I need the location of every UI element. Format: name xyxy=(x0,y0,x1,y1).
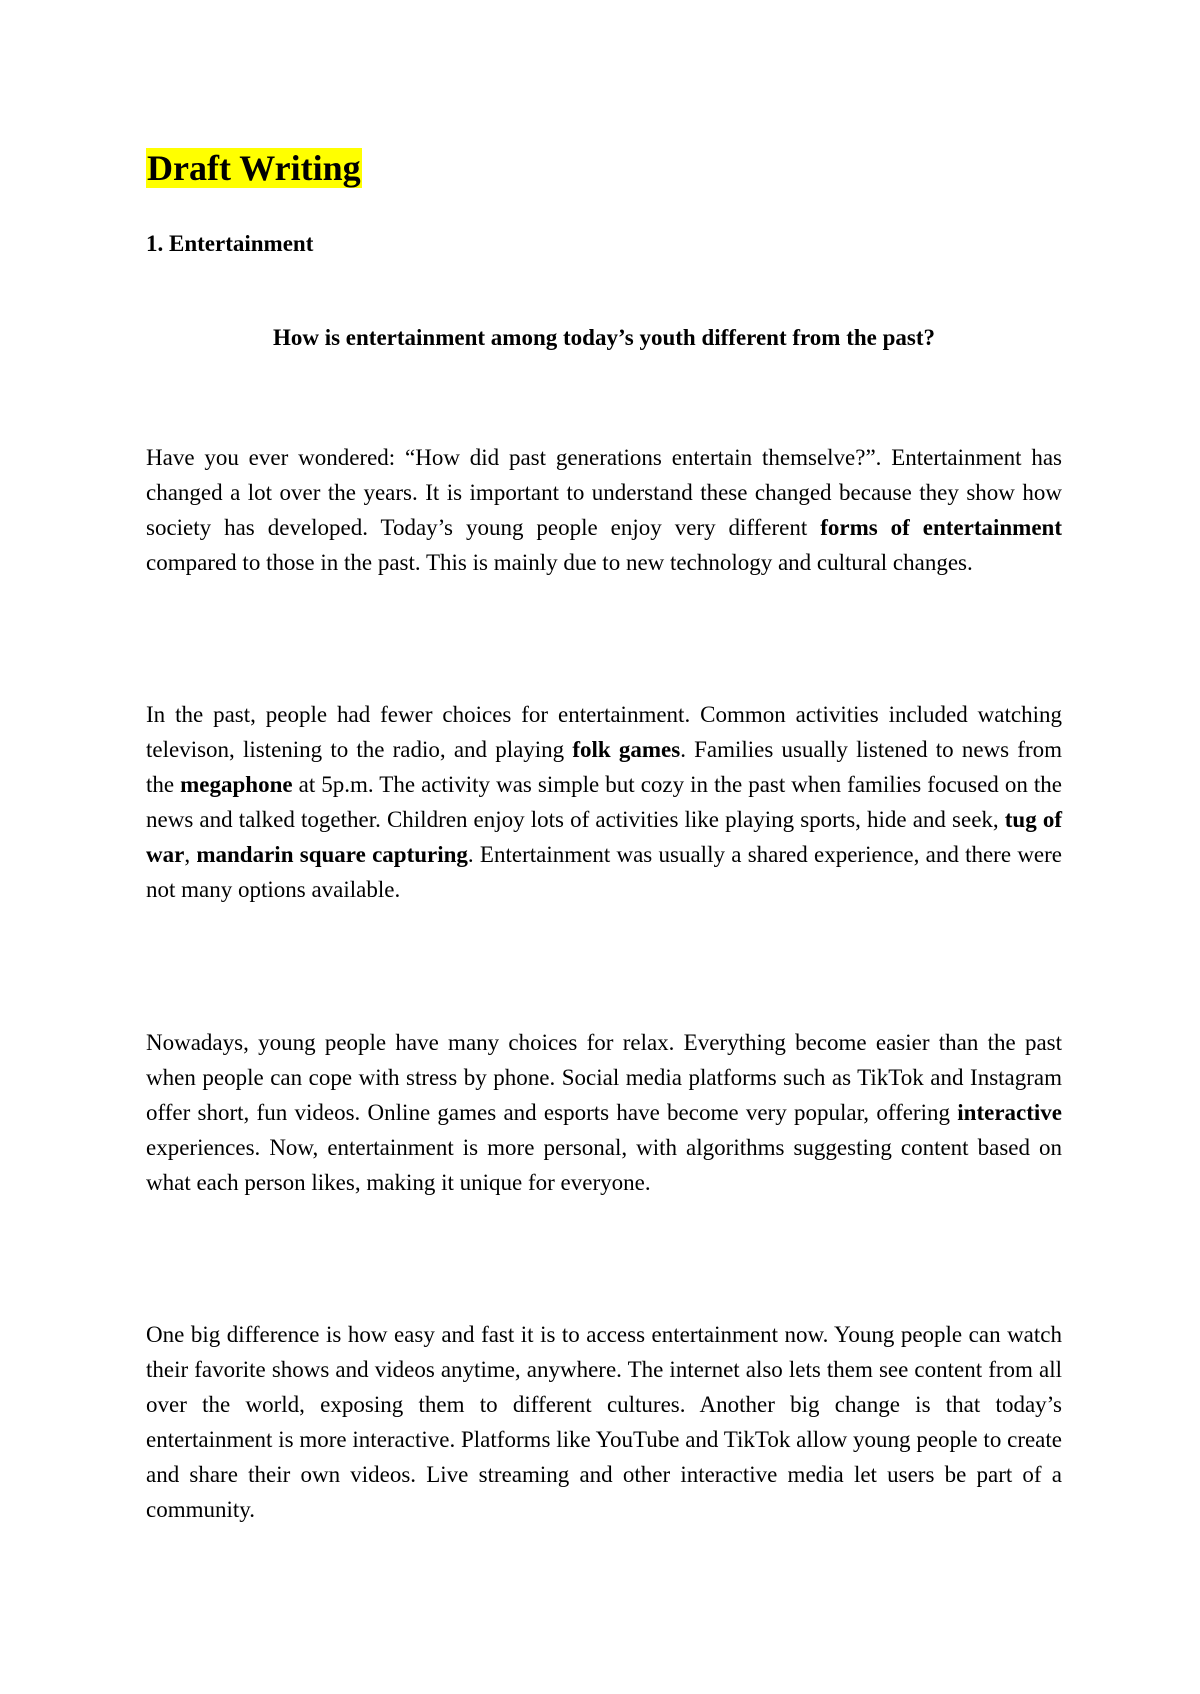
paragraph-past xyxy=(146,697,1062,907)
paragraph-text: at 5p.m. The activity was simple but cozy in the past when families focused on the news and talked together. Children enjoy lots of activities like playing sports, hide and seek, xyxy=(146,772,1062,832)
essay-question: How is entertainment among today’s youth different from the past? xyxy=(272,325,936,350)
bold-term: forms of entertainment xyxy=(820,515,1063,540)
bold-term: tug of war xyxy=(146,807,1062,867)
paragraph-text: One big difference is how easy and fast it is to access entertainment now. Young people can watch their favorite shows and videos anytime, anywhere. The internet also lets them see content from all over the world, exposing them to different cultures. Another big change is that today’s entertainment is more interactive. Platforms like YouTube and TikTok allow young people to create and share their own videos. Live streaming and other interactive media let users be part of a community. xyxy=(146,1322,1062,1522)
bold-term: folk games xyxy=(572,737,681,762)
bold-term: mandarin square capturing xyxy=(196,842,468,867)
paragraph-text: Have you ever wondered: “How did past generations entertain themselve?”. Entertainment has changed a lot over the years. It is important to understand these changed because they show how society has developed. Today’s young people enjoy very different xyxy=(146,445,1062,540)
bold-term: megaphone xyxy=(180,772,293,797)
paragraph-intro xyxy=(146,440,1062,580)
paragraph-difference xyxy=(146,1317,1062,1527)
document-title-text: Draft Writing xyxy=(147,148,361,188)
paragraph-text: . Families usually listened to news from the xyxy=(146,737,1062,797)
bold-term: interactive xyxy=(957,1100,1062,1125)
paragraph-text: . Entertainment was usually a shared experience, and there were not many options available. xyxy=(146,842,1063,902)
paragraph-text: In the past, people had fewer choices for entertainment. Common activities included watching televison, listening to the radio, and playing xyxy=(146,702,1062,762)
document-page xyxy=(146,0,1062,1694)
paragraph-text: Nowadays, young people have many choices for relax. Everything become easier than the past when people can cope with stress by phone. Social media platforms such as TikTok and Instagram offer short, fun videos. Online games and esports have become very popular, offering xyxy=(146,1030,1062,1125)
paragraph-text: compared to those in the past. This is mainly due to new technology and cultural changes. xyxy=(146,550,973,575)
paragraph-text: , xyxy=(184,842,197,867)
section-heading: 1. Entertainment xyxy=(146,231,314,256)
paragraph-nowadays xyxy=(146,1025,1062,1200)
document-title xyxy=(146,146,362,190)
paragraph-text: experiences. Now, entertainment is more personal, with algorithms suggesting content based on what each person likes, making it unique for everyone. xyxy=(146,1135,1062,1195)
